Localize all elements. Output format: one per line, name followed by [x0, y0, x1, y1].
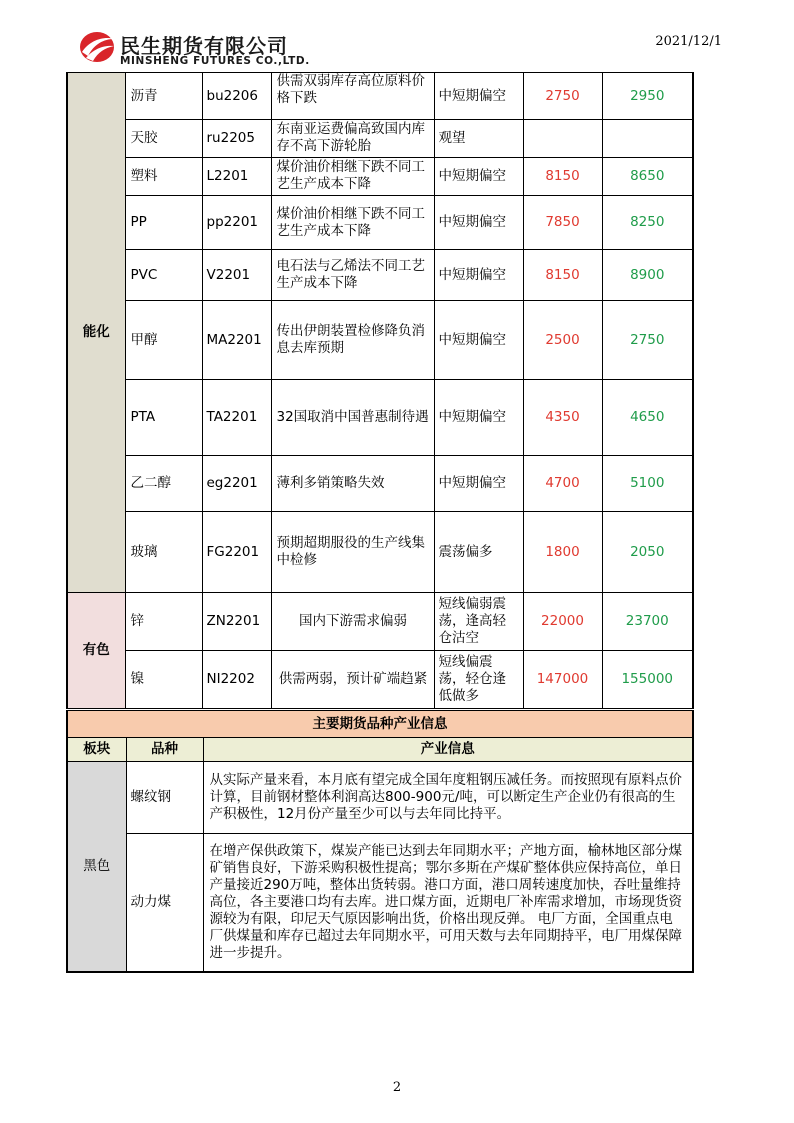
logic-reason: 供需双弱库存高位原料价格下跌 [271, 73, 434, 120]
page-number: 2 [392, 1080, 402, 1095]
contract-code: eg2201 [202, 456, 271, 512]
view-direction: 中短期偏空 [434, 73, 523, 120]
variety-name: PVC [125, 250, 202, 301]
view-direction: 中短期偏空 [434, 456, 523, 512]
table-row [67, 301, 693, 380]
view-direction: 中短期偏空 [434, 158, 523, 196]
support-price: 147000 [523, 651, 602, 709]
table-row [67, 120, 693, 158]
resistance-price: 4650 [602, 380, 693, 456]
resistance-price: 8650 [602, 158, 693, 196]
support-price [523, 120, 602, 158]
logic-reason: 预期超期服役的生产线集中检修 [271, 512, 434, 593]
industry-info-text: 在增产保供政策下，煤炭产能已达到去年同期水平；产地方面，榆林地区部分煤矿销售良好，下游采购积极性提高；鄂尔多斯在产煤矿整体供应保持高位，单日产量接近290万吨，整体出货转弱。港口方面，港口周转速度加快，吞吐量维持高位，各主要港口均有去库。进口煤方面，近期电厂补库需求增加，市场现货资源较为有限，印尼天气原因影响出货，价格出现反弹。 电厂方面，全国重点电厂供煤量和库存已超过去年同期水平，可用天数与去年同期持平，电厂用煤保障进一步提升。 [203, 834, 693, 972]
variety-name: 玻璃 [125, 512, 202, 593]
resistance-price: 2950 [602, 73, 693, 120]
table-row [67, 512, 693, 593]
header-block: 板块 [67, 738, 126, 762]
view-direction: 中短期偏空 [434, 380, 523, 456]
support-price: 4700 [523, 456, 602, 512]
support-price: 8150 [523, 158, 602, 196]
variety-name: 甲醇 [125, 301, 202, 380]
table-header-row [67, 738, 693, 762]
table-row [67, 834, 693, 972]
industry-table-title: 主要期货品种产业信息 [67, 711, 693, 738]
section-label-youse: 有色 [67, 593, 125, 709]
contract-code: ZN2201 [202, 593, 271, 651]
table-row [67, 651, 693, 709]
variety-name: PTA [125, 380, 202, 456]
table-row [67, 380, 693, 456]
support-price: 2500 [523, 301, 602, 380]
variety-name: 沥青 [125, 73, 202, 120]
block-label-heise: 黑色 [67, 762, 126, 972]
support-price: 7850 [523, 196, 602, 250]
contract-code: FG2201 [202, 512, 271, 593]
minsheng-swoosh-logo-icon [78, 30, 116, 64]
variety-name: 动力煤 [126, 834, 203, 972]
variety-name: 乙二醇 [125, 456, 202, 512]
contract-code: MA2201 [202, 301, 271, 380]
variety-name: PP [125, 196, 202, 250]
contract-code: L2201 [202, 158, 271, 196]
support-price: 4350 [523, 380, 602, 456]
contract-code: bu2206 [202, 73, 271, 120]
table-row [67, 593, 693, 651]
support-price: 22000 [523, 593, 602, 651]
table-row [67, 73, 693, 120]
contract-code: V2201 [202, 250, 271, 301]
view-direction: 中短期偏空 [434, 301, 523, 380]
view-direction: 中短期偏空 [434, 250, 523, 301]
industry-info-text: 从实际产量来看，本月底有望完成全国年度粗钢压减任务。而按照现有原料点价计算，目前钢材整体利润高达800-900元/吨，可以断定生产企业仍有很高的生产积极性，12月份产量至少可以与去年同比持平。 [203, 762, 693, 834]
logic-reason: 煤价油价相继下跌不同工艺生产成本下降 [271, 158, 434, 196]
variety-name: 锌 [125, 593, 202, 651]
resistance-price [602, 120, 693, 158]
resistance-price: 23700 [602, 593, 693, 651]
view-direction: 短线偏震荡，轻仓逢低做多 [434, 651, 523, 709]
table-row [67, 158, 693, 196]
view-direction: 中短期偏空 [434, 196, 523, 250]
support-price: 1800 [523, 512, 602, 593]
contract-code: TA2201 [202, 380, 271, 456]
logic-reason: 国内下游需求偏弱 [271, 593, 434, 651]
logic-reason: 东南亚运费偏高致国内库存不高下游轮胎 [271, 120, 434, 158]
logic-reason: 煤价油价相继下跌不同工艺生产成本下降 [271, 196, 434, 250]
contract-code: pp2201 [202, 196, 271, 250]
table-row [67, 762, 693, 834]
company-name-en: MINSHENG FUTURES CO.,LTD. [120, 55, 310, 67]
header-variety: 品种 [126, 738, 203, 762]
variety-name: 塑料 [125, 158, 202, 196]
company-logo [78, 28, 318, 70]
resistance-price: 5100 [602, 456, 693, 512]
logic-reason: 传出伊朗装置检修降负消息去库预期 [271, 301, 434, 380]
strategy-table [66, 72, 694, 709]
resistance-price: 8900 [602, 250, 693, 301]
support-price: 2750 [523, 73, 602, 120]
resistance-price: 2750 [602, 301, 693, 380]
logic-reason: 供需两弱，预计矿端趋紧 [271, 651, 434, 709]
view-direction: 观望 [434, 120, 523, 158]
resistance-price: 155000 [602, 651, 693, 709]
industry-info-table [66, 710, 694, 973]
table-row [67, 250, 693, 301]
variety-name: 镍 [125, 651, 202, 709]
resistance-price: 8250 [602, 196, 693, 250]
company-name-cn: 民生期货有限公司 [120, 34, 288, 58]
header-info: 产业信息 [203, 738, 693, 762]
section-label-nenghua: 能化 [67, 73, 125, 593]
variety-name: 螺纹钢 [126, 762, 203, 834]
variety-name: 天胶 [125, 120, 202, 158]
logic-reason: 32国取消中国普惠制待遇 [271, 380, 434, 456]
report-date: 2021/12/1 [655, 34, 722, 49]
view-direction: 震荡偏多 [434, 512, 523, 593]
resistance-price: 2050 [602, 512, 693, 593]
table-row [67, 456, 693, 512]
table-title-row [67, 711, 693, 738]
table-row [67, 196, 693, 250]
logic-reason: 薄利多销策略失效 [271, 456, 434, 512]
contract-code: ru2205 [202, 120, 271, 158]
logic-reason: 电石法与乙烯法不同工艺生产成本下降 [271, 250, 434, 301]
view-direction: 短线偏弱震荡，逢高轻仓沽空 [434, 593, 523, 651]
contract-code: NI2202 [202, 651, 271, 709]
support-price: 8150 [523, 250, 602, 301]
